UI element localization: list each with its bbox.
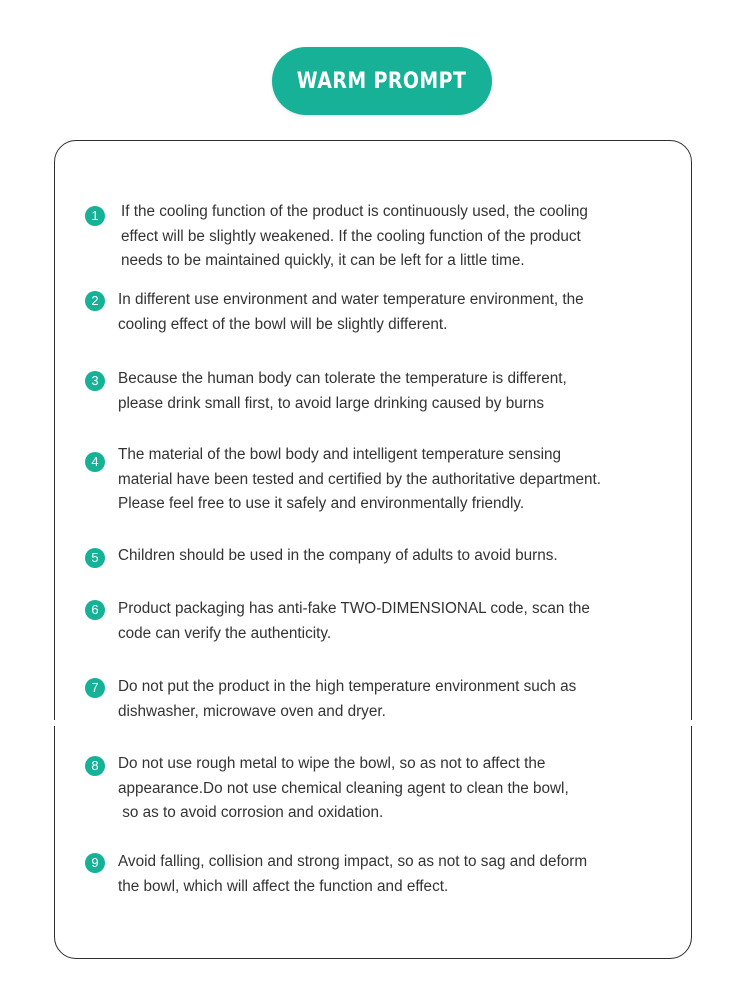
tip-2-line-2: cooling effect of the bowl will be slightly different. bbox=[118, 315, 448, 333]
tip-number-9: 9 bbox=[85, 853, 105, 873]
tip-8-line-3: so as to avoid corrosion and oxidation. bbox=[118, 804, 384, 821]
title-badge bbox=[272, 47, 492, 115]
tip-7 bbox=[118, 675, 693, 724]
tip-number-7: 7 bbox=[85, 678, 105, 698]
tip-8 bbox=[118, 752, 693, 826]
tip-9 bbox=[118, 850, 693, 899]
tip-9-line-1: Avoid falling, collision and strong impact, so as not to sag and deform bbox=[118, 853, 588, 870]
tip-number-1: 1 bbox=[85, 206, 105, 226]
card-border-gap-left bbox=[51, 720, 57, 726]
tip-7-line-1: Do not put the product in the high temperature environment such as bbox=[118, 678, 577, 695]
tip-5-line-1: Children should be used in the company of adults to avoid burns. bbox=[118, 547, 558, 564]
tip-8-line-1: Do not use rough metal to wipe the bowl, so as not to affect the bbox=[118, 755, 546, 772]
tip-number-4: 4 bbox=[85, 452, 105, 472]
tip-number-8: 8 bbox=[85, 756, 105, 776]
tip-number-3: 3 bbox=[85, 371, 105, 391]
tip-3-line-2: please drink small first, to avoid large drinking caused by burns bbox=[118, 394, 544, 412]
tip-6-line-2: code can verify the authenticity. bbox=[118, 624, 332, 642]
tip-6 bbox=[118, 597, 693, 646]
tip-1 bbox=[121, 200, 696, 274]
tip-4-line-2: material have been tested and certified by the authoritative department. bbox=[118, 470, 601, 488]
tip-4 bbox=[118, 443, 693, 517]
tip-number-2: 2 bbox=[85, 291, 105, 311]
page-title: WARM PROMPT bbox=[297, 68, 467, 94]
tip-1-line-2: effect will be slightly weakened. If the cooling function of the product bbox=[121, 227, 581, 245]
tip-8-line-2: appearance.Do not use chemical cleaning agent to clean the bowl, bbox=[118, 779, 569, 797]
tip-5 bbox=[118, 544, 693, 569]
tip-1-line-3: needs to be maintained quickly, it can be left for a little time. bbox=[121, 252, 525, 269]
tip-3 bbox=[118, 367, 693, 416]
tip-3-line-1: Because the human body can tolerate the temperature is different, bbox=[118, 370, 567, 387]
tip-number-5: 5 bbox=[85, 548, 105, 568]
tip-4-line-1: The material of the bowl body and intelligent temperature sensing bbox=[118, 446, 562, 463]
tip-2-line-1: In different use environment and water temperature environment, the bbox=[118, 291, 584, 308]
tip-7-line-2: dishwasher, microwave oven and dryer. bbox=[118, 702, 386, 720]
tip-6-line-1: Product packaging has anti-fake TWO-DIMENSIONAL code, scan the bbox=[118, 600, 590, 617]
tip-1-line-1: If the cooling function of the product is continuously used, the cooling bbox=[121, 203, 588, 220]
tip-4-line-3: Please feel free to use it safely and environmentally friendly. bbox=[118, 495, 525, 512]
tip-9-line-2: the bowl, which will affect the function and effect. bbox=[118, 877, 449, 895]
tip-2 bbox=[118, 288, 693, 337]
tip-number-6: 6 bbox=[85, 600, 105, 620]
